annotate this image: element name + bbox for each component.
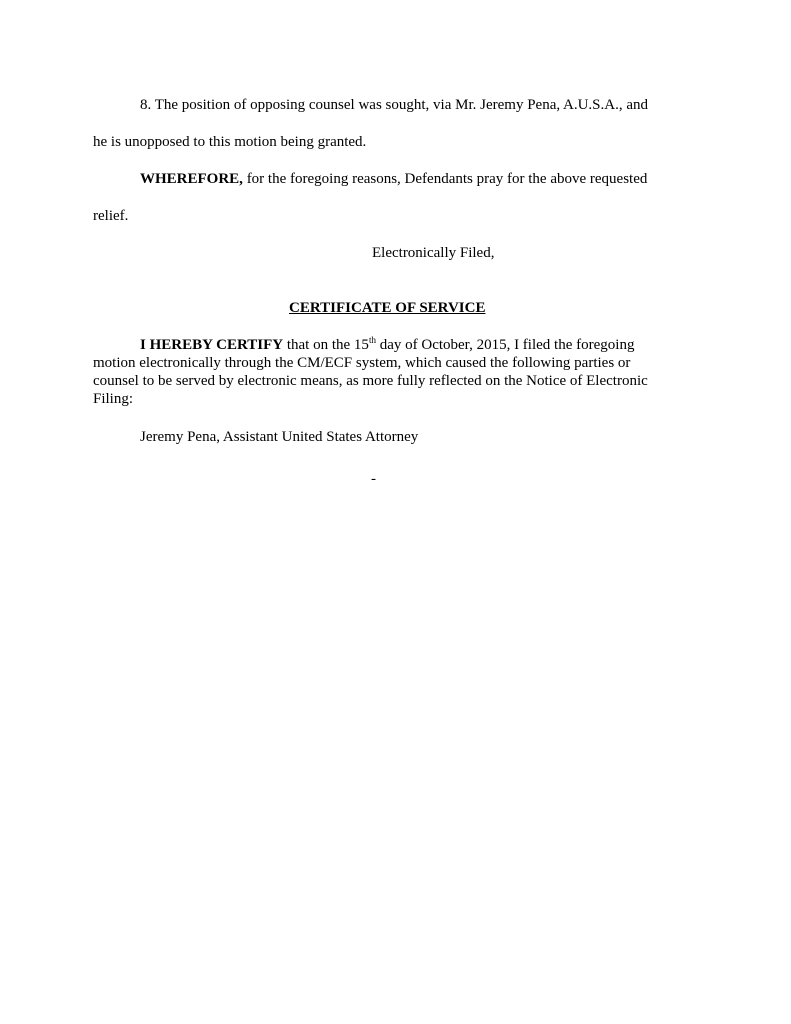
paragraph-8-line-1: 8. The position of opposing counsel was sought, via Mr. Jeremy Pena, A.U.S.A., and — [140, 97, 649, 113]
certify-text-b: day of October, 2015, I filed the foregoing — [375, 337, 635, 353]
certificate-line-1 — [140, 336, 634, 354]
certificate-line-2: motion electronically through the CM/ECF system, which caused the following parties or — [93, 355, 631, 371]
wherefore-paragraph-line-2: relief. — [93, 208, 129, 224]
certify-text-a: that on the 15 — [283, 337, 369, 353]
page-marker: - — [371, 471, 376, 487]
wherefore-label: WHEREFORE, — [140, 171, 243, 187]
paragraph-8-line-2: he is unopposed to this motion being granted. — [93, 134, 367, 150]
certificate-line-4: Filing: — [93, 391, 134, 407]
electronically-filed: Electronically Filed, — [372, 245, 495, 261]
certify-ordinal-suffix: th — [368, 335, 376, 345]
certify-label: I HEREBY CERTIFY — [140, 337, 284, 353]
wherefore-text: for the foregoing reasons, Defendants pray for the above requested — [242, 171, 648, 187]
served-party: Jeremy Pena, Assistant United States Attorney — [140, 429, 419, 445]
certificate-line-3: counsel to be served by electronic means, as more fully reflected on the Notice of Electronic — [93, 373, 648, 389]
wherefore-paragraph-line-1 — [140, 170, 647, 188]
certificate-heading: CERTIFICATE OF SERVICE — [289, 300, 486, 316]
